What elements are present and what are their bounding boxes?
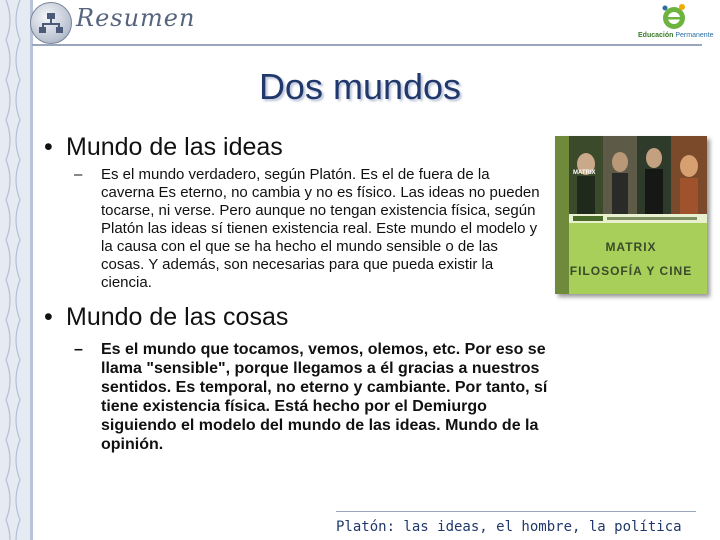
bullet-mundo-ideas: [44, 133, 283, 162]
sub-bullet-marker: –: [74, 341, 83, 358]
sub-bullet-text: Es el mundo verdadero, según Platón. Es el de fuera de la caverna Es eterno, no cambia y no es físico. Las ideas no pueden tocarse, ni verse. Pero aunque no tengan existencia física, según Platón las ideas sí tienen existencia real. Este mundo el modelo y la causa con el que se ha hecho el mundo sensible o de las cosas. Y además, son necesarias para que pueda existir la ciencia.: [101, 166, 540, 291]
logo-name-a: Educación: [638, 32, 674, 39]
section-title: Resumen: [76, 4, 196, 32]
logo-caption: [638, 32, 714, 39]
logo-name-b: Permanente: [675, 32, 714, 39]
book-title-line2: FILOSOFÍA Y CINE: [569, 264, 693, 278]
footer-divider: [336, 511, 696, 512]
bullet-mundo-cosas: [44, 303, 288, 332]
sub-bullet-marker: –: [74, 166, 83, 183]
header-divider: [32, 44, 702, 46]
sub-bullet-ideas: [74, 166, 544, 292]
bullet-marker: •: [44, 133, 53, 161]
sub-bullet-text: Es el mundo que tocamos, vemos, olemos, etc. Por eso se llama "sensible", porque llegamos a él gracias a nuestros sentidos. Es temporal, no eterno y cambiante. Por tanto, sí tiene existencia física. Está hecho por el Demiurgo siguiendo el modelo del mundo de las ideas. Mundo de la opinión.: [101, 341, 548, 453]
sub-bullet-cosas: [74, 340, 549, 454]
resumen-badge-icon: [30, 2, 72, 44]
book-title-line1: MATRIX: [605, 240, 657, 254]
bullet-marker: •: [44, 303, 53, 331]
bullet-label: Mundo de las ideas: [66, 133, 283, 161]
bullet-label: Mundo de las cosas: [66, 303, 289, 331]
educacion-permanente-logo: [636, 2, 714, 46]
footer-text: Platón: las ideas, el hombre, la política: [336, 519, 682, 535]
book-spine-label: MATRIX: [573, 170, 596, 176]
slide-title: Dos mundos: [258, 66, 462, 107]
matrix-book-cover: [555, 136, 707, 294]
